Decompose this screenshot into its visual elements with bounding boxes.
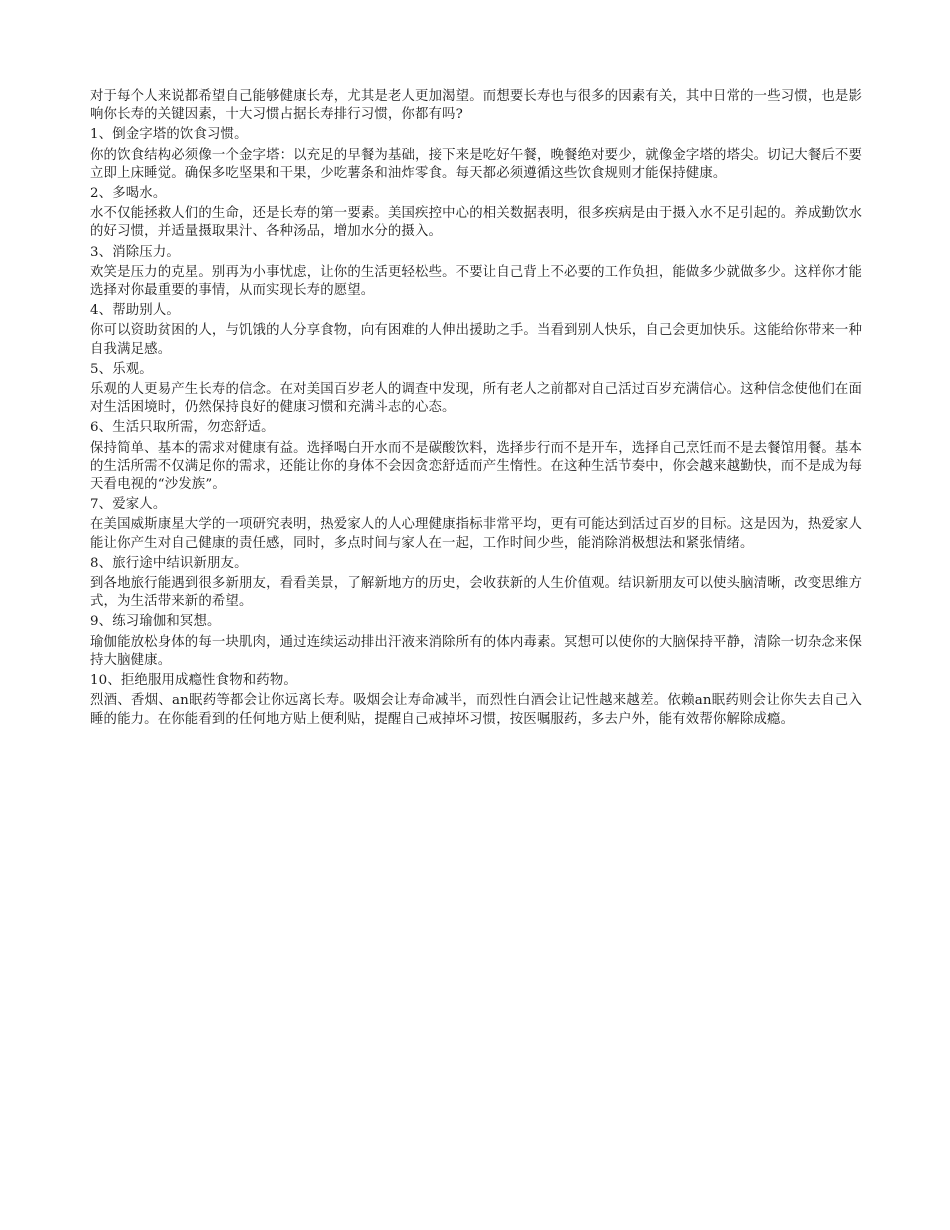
section-10 <box>90 672 862 729</box>
section-body: 到各地旅行能遇到很多新朋友，看看美景，了解新地方的历史，会收获新的人生价值观。结识新朋友可以使头脑清晰，改变思维方式，为生活带来新的希望。 <box>90 576 862 610</box>
section-2 <box>90 185 862 242</box>
section-heading: 9、练习瑜伽和冥想。 <box>90 614 221 630</box>
document-body <box>90 88 862 731</box>
section-heading: 7、爱家人。 <box>90 497 167 513</box>
section-body: 保持简单、基本的需求对健康有益。选择喝白开水而不是碳酸饮料，选择步行而不是开车，选择自己烹饪而不是去餐馆用餐。基本的生活所需不仅满足你的需求，还能让你的身体不会因贪恋舒适而产生惰性。在这种生活节奏中，你会越来越勤快，而不是成为每天看电视的“沙发族”。 <box>90 440 862 493</box>
section-body: 瑜伽能放松身体的每一块肌肉，通过连续运动排出汗液来消除所有的体内毒素。冥想可以使你的大脑保持平静，清除一切杂念来保持大脑健康。 <box>90 634 862 668</box>
section-8 <box>90 555 862 612</box>
section-heading: 8、旅行途中结识新朋友。 <box>90 555 248 571</box>
section-heading: 10、拒绝服用成瘾性食物和药物。 <box>90 673 297 689</box>
section-heading: 5、乐观。 <box>90 361 153 377</box>
section-6 <box>90 419 862 494</box>
section-4 <box>90 302 862 359</box>
section-heading: 2、多喝水。 <box>90 186 167 202</box>
section-body: 你可以资助贫困的人，与饥饿的人分享食物，向有困难的人伸出援助之手。当看到别人快乐，自己会更加快乐。这能给你带来一种自我满足感。 <box>90 323 862 357</box>
section-9 <box>90 613 862 670</box>
section-heading: 3、消除压力。 <box>90 244 180 260</box>
section-body: 水不仅能拯救人们的生命，还是长寿的第一要素。美国疾控中心的相关数据表明，很多疾病是由于摄入水不足引起的。养成勤饮水的好习惯，并适量摄取果汁、各种汤品，增加水分的摄入。 <box>90 206 862 240</box>
section-heading: 4、帮助别人。 <box>90 303 180 319</box>
section-body: 乐观的人更易产生长寿的信念。在对美国百岁老人的调查中发现，所有老人之前都对自己活过百岁充满信心。这种信念使他们在面对生活困境时，仍然保持良好的健康习惯和充满斗志的心态。 <box>90 382 862 416</box>
section-body: 你的饮食结构必须像一个金字塔：以充足的早餐为基础，接下来是吃好午餐，晚餐绝对要少，就像金字塔的塔尖。切记大餐后不要立即上床睡觉。确保多吃坚果和干果，少吃薯条和油炸零食。每天都必须遵循这些饮食规则才能保持健康。 <box>90 147 862 181</box>
section-heading: 6、生活只取所需，勿恋舒适。 <box>90 420 275 436</box>
section-body: 烈酒、香烟、an眠药等都会让你远离长寿。吸烟会让寿命减半，而烈性白酒会让记性越来越差。依赖an眠药则会让你失去自己入睡的能力。在你能看到的任何地方贴上便利贴，提醒自己戒掉坏习惯，按医嘱服药，多去户外，能有效帮你解除成瘾。 <box>90 693 862 727</box>
section-1 <box>90 126 862 183</box>
section-body: 欢笑是压力的克星。别再为小事忧虑，让你的生活更轻松些。不要让自己背上不必要的工作负担，能做多少就做多少。这样你才能选择对你最重要的事情，从而实现长寿的愿望。 <box>90 264 862 299</box>
section-7 <box>90 496 862 553</box>
section-3 <box>90 244 862 301</box>
intro-paragraph: 对于每个人来说都希望自己能够健康长寿，尤其是老人更加渴望。而想要长寿也与很多的因素有关，其中日常的一些习惯，也是影响你长寿的关键因素，十大习惯占据长寿排行习惯，你都有吗? <box>90 89 862 123</box>
section-5 <box>90 361 862 418</box>
section-heading: 1、倒金字塔的饮食习惯。 <box>90 127 248 143</box>
section-body: 在美国威斯康星大学的一项研究表明，热爱家人的人心理健康指标非常平均，更有可能达到活过百岁的目标。这是因为，热爱家人能让你产生对自己健康的责任感，同时，多点时间与家人在一起，工作时间少些，能消除消极想法和紧张情绪。 <box>90 517 862 551</box>
